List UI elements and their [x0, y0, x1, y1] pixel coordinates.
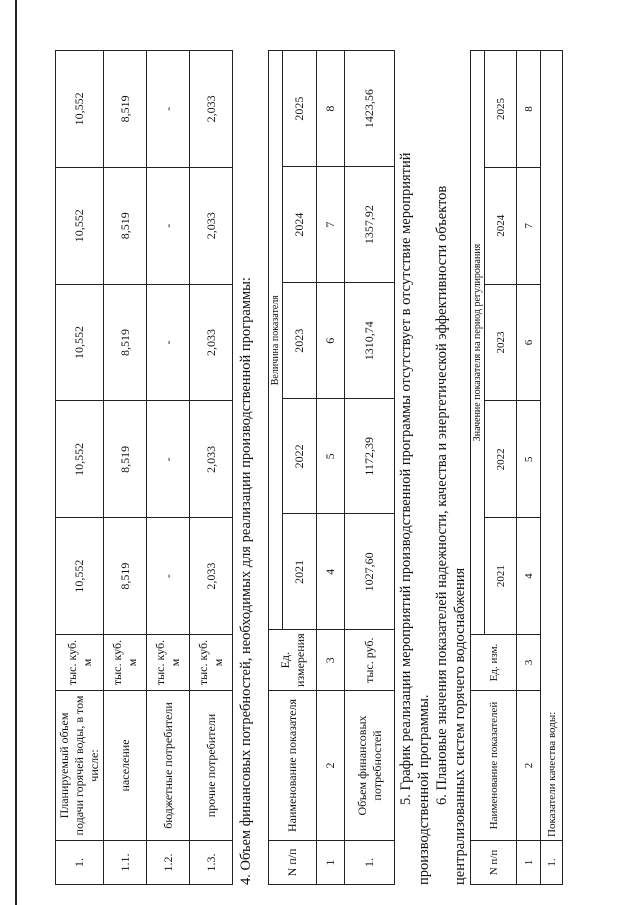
value-cell: 10,552 [56, 284, 104, 401]
year-header: 2022 [485, 401, 517, 518]
index-cell: 6 [517, 284, 541, 401]
row-unit: тыс. руб. [345, 630, 395, 691]
index-cell: 1 [317, 841, 345, 885]
header-row [269, 51, 283, 885]
value-cell: 8,519 [104, 518, 147, 635]
financial-needs-table [268, 50, 395, 885]
index-cell: 2 [517, 691, 541, 841]
value-group-header: Значение показателя на период регулирования [471, 51, 485, 635]
year-header: 2024 [485, 167, 517, 284]
index-row [517, 51, 541, 885]
col-name-header: Наименование показателя [269, 691, 317, 841]
value-cell: 8,519 [104, 284, 147, 401]
value-cell: 10,552 [56, 167, 104, 284]
index-cell: 1 [517, 841, 541, 885]
row-number: 1.2. [147, 841, 190, 885]
value-cell: 8,519 [104, 167, 147, 284]
value-cell: 8,519 [104, 401, 147, 518]
row-number: 1.3. [190, 841, 233, 885]
value-cell: 1310,74 [345, 283, 395, 399]
value-cell: 2,033 [190, 284, 233, 401]
row-number: 1. [541, 841, 563, 885]
table-row [345, 51, 395, 885]
row-name: население [104, 691, 147, 841]
row-number: 1. [56, 841, 104, 885]
year-header: 2021 [283, 514, 317, 630]
index-cell: 4 [317, 514, 345, 630]
year-header: 2024 [283, 167, 317, 283]
value-cell: 2,033 [190, 401, 233, 518]
section-5-line-1: 5. График реализации мероприятий производственной программы отсутствует в отсутствие мероприятий [398, 152, 414, 805]
row-name: Объем финансовых потребностей [345, 691, 395, 841]
value-cell: 1027,60 [345, 514, 395, 630]
value-cell: - [147, 401, 190, 518]
col-num-header: N п/п [471, 841, 517, 885]
row-number: 1. [345, 841, 395, 885]
volume-table [55, 50, 233, 885]
col-num-header: N п/п [269, 841, 317, 885]
value-cell: 10,552 [56, 518, 104, 635]
index-cell: 6 [317, 283, 345, 399]
year-header: 2021 [485, 518, 517, 635]
value-cell: 1423,56 [345, 51, 395, 167]
value-cell: - [147, 167, 190, 284]
indicators-table [470, 50, 563, 885]
value-cell: - [147, 518, 190, 635]
section-6-line-1: 6. Плановые значения показателей надежности, качества и энергетической эффективности объектов [434, 185, 450, 805]
row-name: прочие потребители [190, 691, 233, 841]
value-cell: - [147, 284, 190, 401]
row-label: Показатели качества воды: [541, 51, 563, 841]
year-header: 2023 [485, 284, 517, 401]
value-cell: 10,552 [56, 51, 104, 168]
value-cell: 1172,39 [345, 399, 395, 514]
index-row [317, 51, 345, 885]
row-unit: тыс. куб. м [56, 635, 104, 691]
table-row [147, 51, 190, 885]
col-unit-header: Ед. изм. [471, 635, 517, 691]
row-unit: тыс. куб. м [104, 635, 147, 691]
table-row [56, 51, 104, 885]
row-number: 1.1. [104, 841, 147, 885]
value-cell: - [147, 51, 190, 168]
value-cell: 2,033 [190, 51, 233, 168]
index-cell: 7 [317, 167, 345, 283]
table-row [190, 51, 233, 885]
index-cell: 8 [517, 51, 541, 168]
year-header: 2025 [485, 51, 517, 168]
value-cell: 2,033 [190, 167, 233, 284]
section-6-line-2: централизованных систем горячего водоснабжения [452, 567, 468, 885]
value-cell: 2,033 [190, 518, 233, 635]
index-cell: 3 [517, 635, 541, 691]
index-cell: 2 [317, 691, 345, 841]
value-cell: 1357,92 [345, 167, 395, 283]
year-header: 2023 [283, 283, 317, 399]
value-cell: 10,552 [56, 401, 104, 518]
row-unit: тыс. куб. м [190, 635, 233, 691]
table-row [541, 51, 563, 885]
index-cell: 4 [517, 518, 541, 635]
index-cell: 5 [317, 399, 345, 514]
index-cell: 8 [317, 51, 345, 167]
row-unit: тыс. куб. м [147, 635, 190, 691]
section-4-heading: 4. Объем финансовых потребностей, необходимых для реализации производственной программы: [238, 277, 254, 885]
col-unit-header: Ед. измерения [269, 630, 317, 691]
row-name: бюджетные потребители [147, 691, 190, 841]
header-row [471, 51, 485, 885]
year-header: 2022 [283, 399, 317, 514]
year-header: 2025 [283, 51, 317, 167]
value-cell: 8,519 [104, 51, 147, 168]
section-5-line-2: производственной программы. [416, 694, 432, 885]
index-cell: 5 [517, 401, 541, 518]
row-name: Планируемый объем подачи горячей воды, в том числе: [56, 691, 104, 841]
table-row [104, 51, 147, 885]
index-cell: 3 [317, 630, 345, 691]
index-cell: 7 [517, 167, 541, 284]
value-group-header: Величина показателя [269, 51, 283, 630]
col-name-header: Наименование показателей [471, 691, 517, 841]
